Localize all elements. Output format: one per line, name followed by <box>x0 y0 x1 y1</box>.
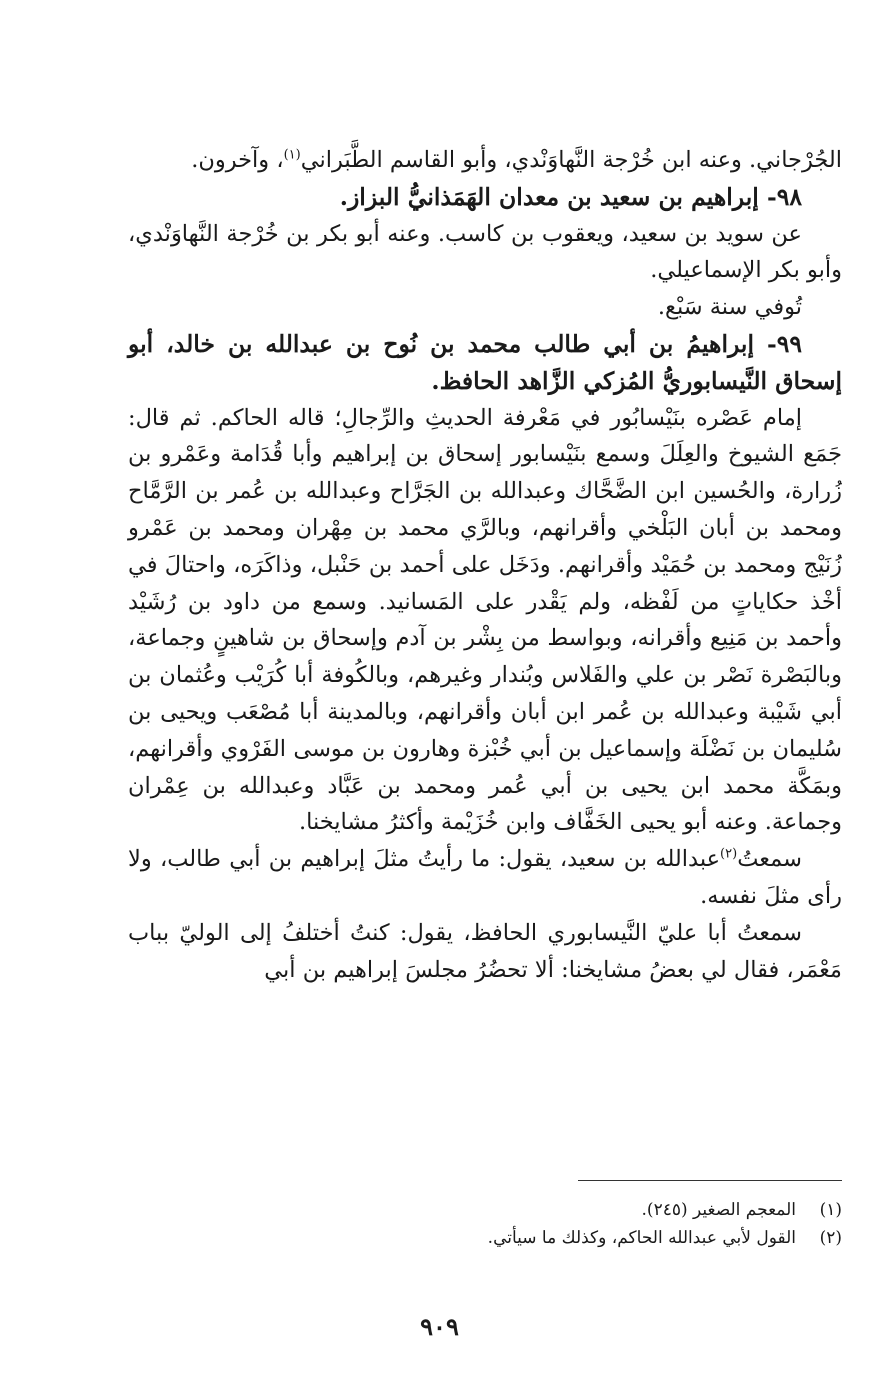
footnote-number: (٢) <box>819 1228 842 1248</box>
paragraph-text: سمعتُ <box>737 846 802 873</box>
paragraph-tail: عبدالله بن سعيد، يقول: ما رأيتُ مثلَ إبراهيم بن أبي طالب، ولا رأى مثلَ نفسه. <box>128 846 842 909</box>
footnote-ref[interactable]: (١) <box>283 147 301 163</box>
entry-heading-99: ٩٩- إبراهيمُ بن أبي طالب محمد بن نُوح بن عبدالله بن خالد، أبو إسحاق النَّيسابوريُّ المُزكي الزَّاهد الحافظ. <box>128 329 842 395</box>
footnote-item <box>142 1224 842 1252</box>
paragraph: عن سويد بن سعيد، ويعقوب بن كاسب. وعنه أبو بكر بن خُرْجة النَّهاوَنْدي، وأبو بكر الإسماعيلي. <box>128 220 842 284</box>
paragraph <box>128 841 842 915</box>
paragraph: إمام عَصْره بنَيْسابُور في مَعْرفة الحديثِ والرِّجالِ؛ قاله الحاكم. ثم قال: جَمَع الشيوخ والعِلَلَ وسمع بنَيْسابور إسحاق بن إبراهيم وأبا قُدَامة وعَمْرو بن زُرارة، والحُسين ابن الضَّحَّاك وعبدالله بن الجَرَّاح وعبدالله بن عُمر بن الرَّمَّاح ومحمد بن أبان البَلْخي وأقرانهم، وبالرَّي محمد بن مِهْران ومحمد بن عَمْرو زُنَيْج ومحمد بن حُمَيْد وأقرانهم. ودَخَل على أحمد بن حَنْبل، وذاكَرَه، واحتالَ في أخْذ حكاياتٍ من لَفْظه، ولم يَقْدر على المَسانيد. وسمع من داود بن رُشَيْد وأحمد بن مَنِيع وأقرانه، وبواسط من بِشْر بن آدم وإسحاق بن شاهينٍ وجماعة، وبالبَصْرة نَصْر بن علي والفَلاس وبُندار وغيرهم، وبالكُوفة أبا كُرَيْب وعُثمان بن أبي شَيْبة وعبدالله بن عُمر ابن أبان وأقرانهم، وبالمدينة أبا مُصْعَب ويحيى بن سُليمان بن نَضْلَة وإسماعيل بن أبي خُبْزة وهارون بن موسى الفَرْوي وأقرانهم، وبمَكَّة محمد ابن يحيى بن أبي عُمر ومحمد بن عَبَّاد وعبدالله بن عِمْران وجماعة. وعنه أبو يحيى الخَفَّاف وابن خُزَيْمة وأكثرُ مشايخنا. <box>128 404 842 836</box>
page-number: ٩٠٩ <box>420 1312 459 1341</box>
paragraph: سمعتُ أبا عليّ النَّيسابوري الحافظ، يقول: كنتُ أختلفُ إلى الوليّ بباب مَعْمَر، فقال لي بعضُ مشايخنا: ألا تحضُرُ مجلسَ إبراهيم بن أبي <box>128 919 842 983</box>
footnote-item <box>142 1196 842 1224</box>
paragraph-continuation <box>128 142 842 179</box>
footnote-ref[interactable]: (٢) <box>720 846 738 862</box>
footnote-number: (١) <box>819 1200 842 1220</box>
paragraph: تُوفي سنة سَبْع. <box>657 294 802 321</box>
paragraph-tail: ، وآخرون. <box>191 147 284 173</box>
paragraph-text: الجُرْجاني. وعنه ابن خُرْجة النَّهاوَنْدي، وأبو القاسم الطَّبَراني <box>300 147 842 173</box>
entry-heading-98: ٩٨- إبراهيم بن سعيد بن معدان الهَمَذانيُّ البزاز. <box>339 182 802 211</box>
main-text <box>128 142 842 988</box>
footnote-text: القول لأبي عبدالله الحاكم، وكذلك ما سيأتي. <box>487 1228 796 1248</box>
footnote-text: المعجم الصغير (٢٤٥). <box>641 1200 796 1220</box>
footnote-divider <box>578 1180 842 1181</box>
footnotes <box>142 1196 842 1252</box>
